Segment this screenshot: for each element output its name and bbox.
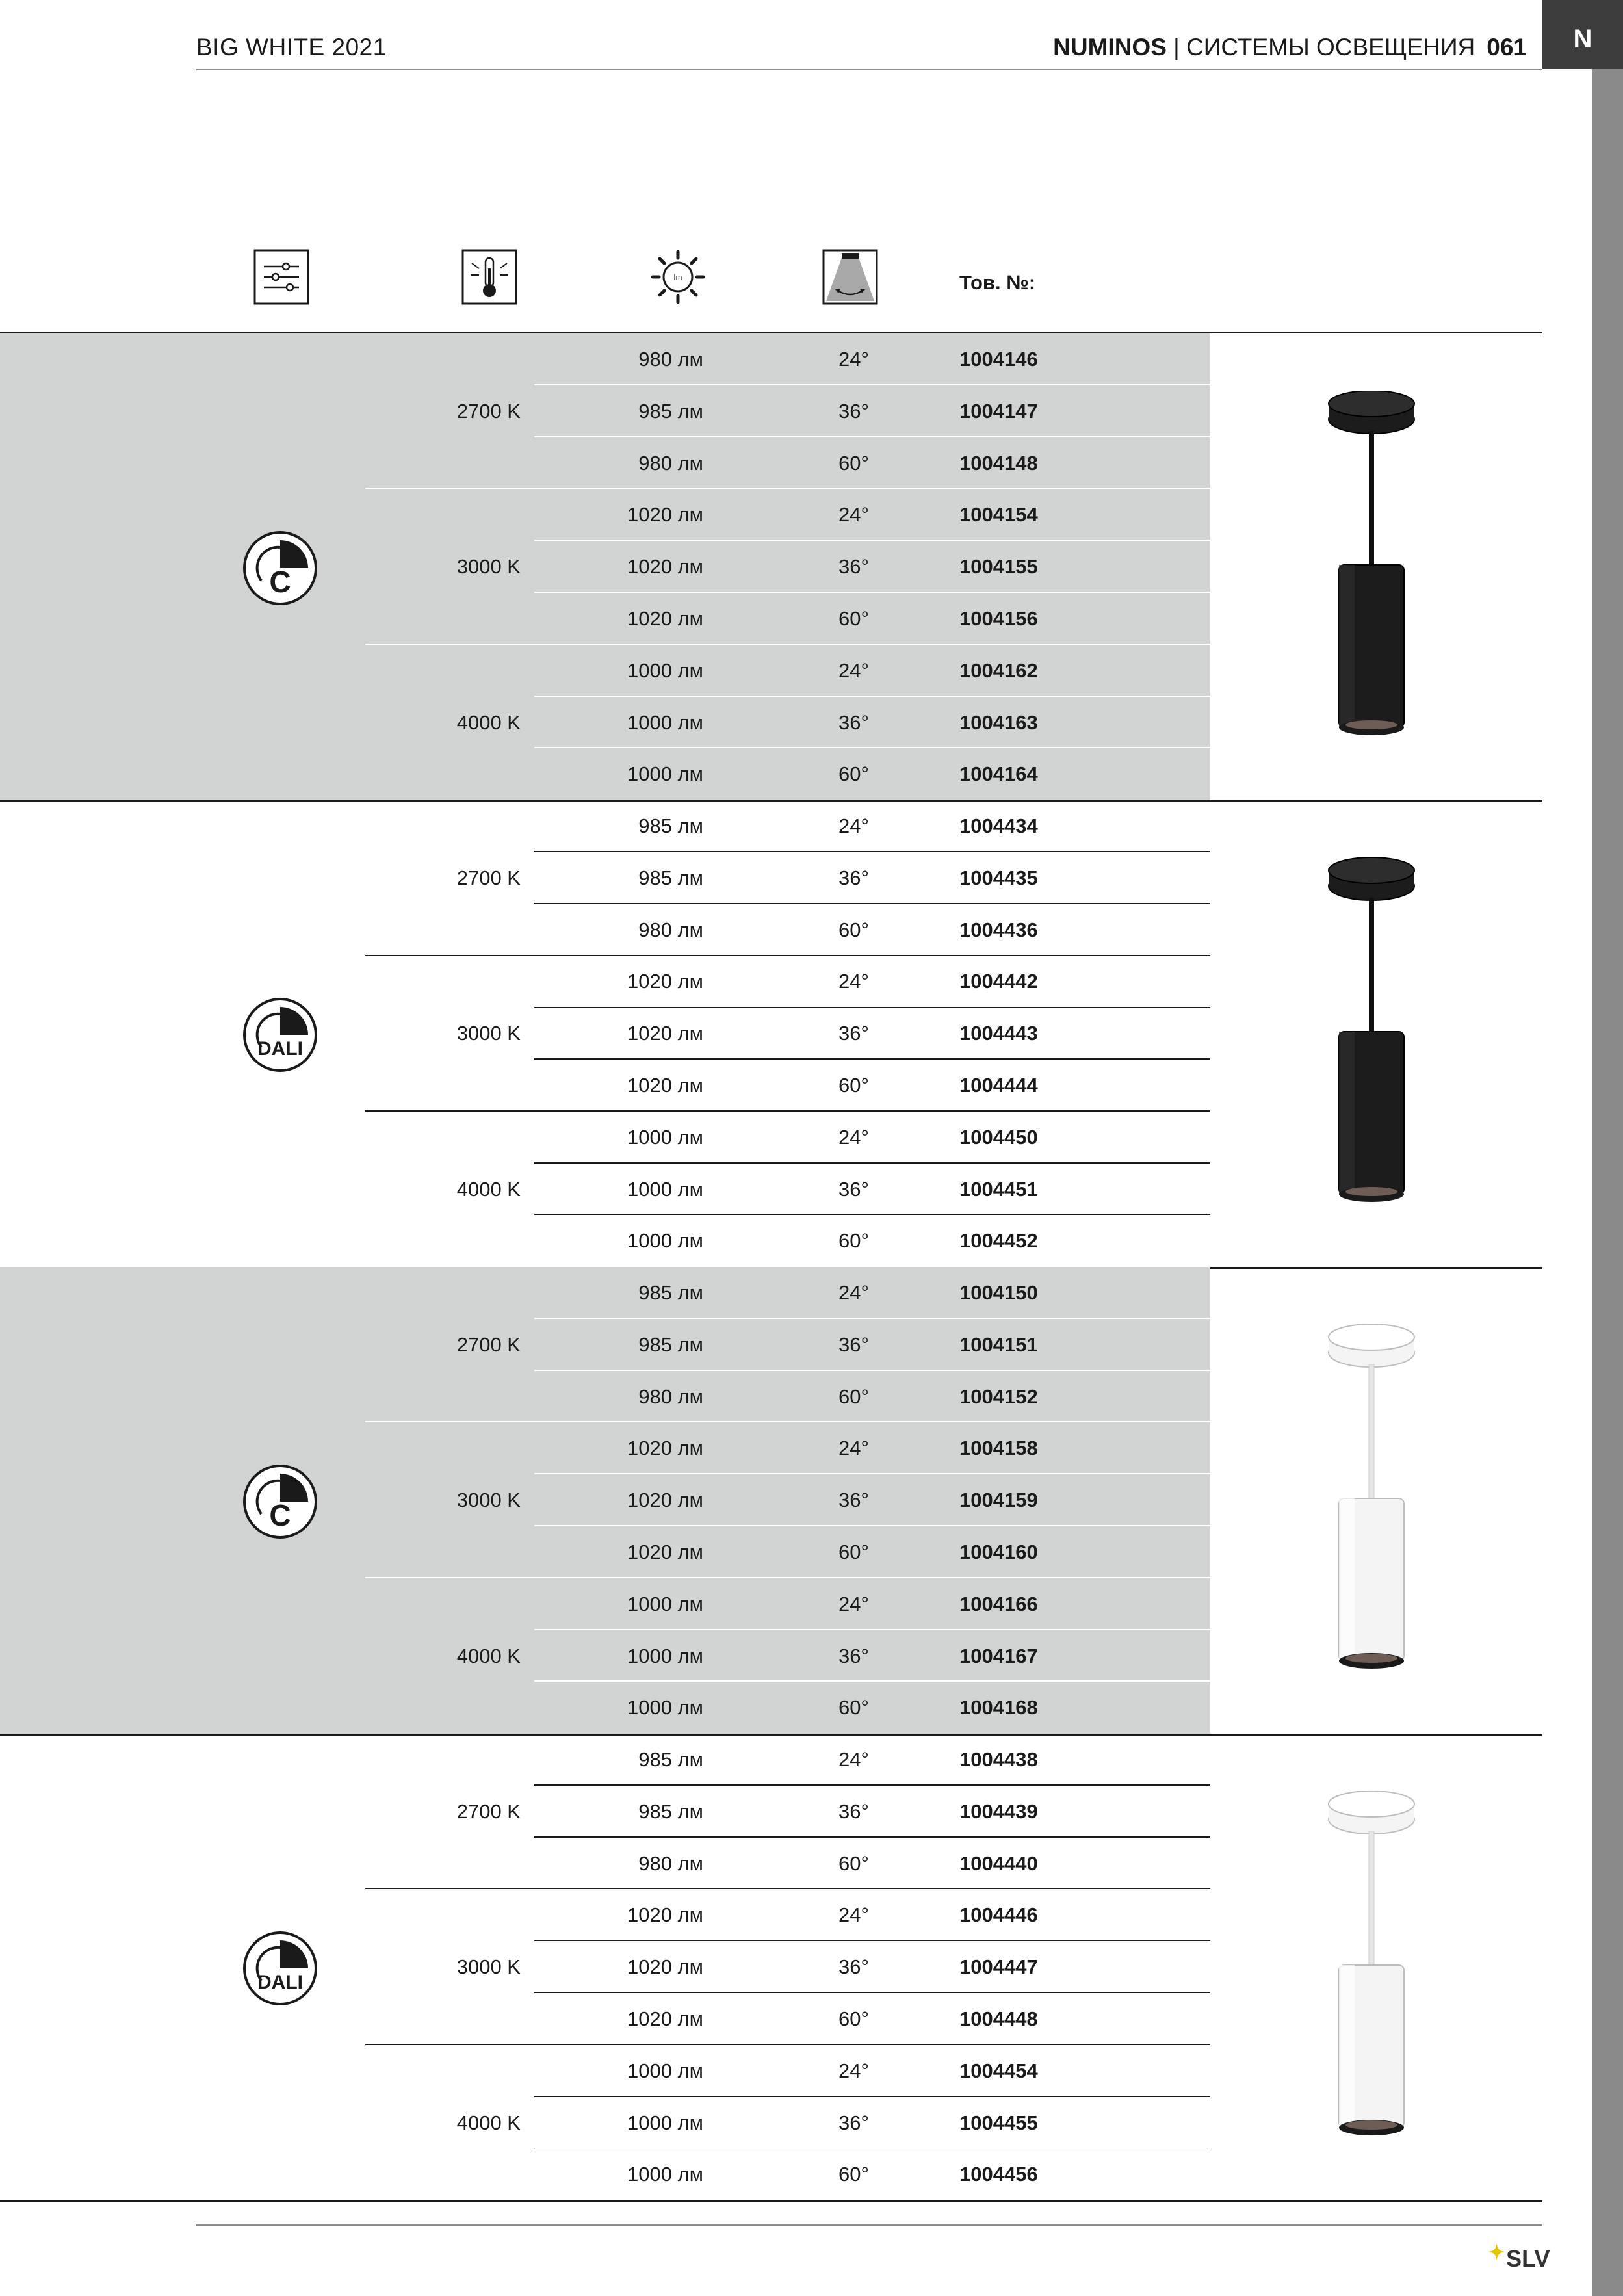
beam-angle: 24° bbox=[838, 503, 869, 527]
table-row bbox=[0, 1630, 1210, 1682]
table-row bbox=[0, 489, 1210, 541]
table-row bbox=[0, 541, 1210, 593]
beam-angle: 36° bbox=[838, 1022, 869, 1045]
luminous-flux: 1000 лм bbox=[627, 711, 703, 734]
article-number[interactable]: 1004155 bbox=[959, 555, 1038, 579]
color-temperature: 2700 K bbox=[456, 866, 521, 889]
article-number[interactable]: 1004452 bbox=[959, 1229, 1038, 1253]
article-number[interactable]: 1004167 bbox=[959, 1644, 1038, 1667]
beam-angle: 24° bbox=[838, 970, 869, 993]
article-number[interactable]: 1004442 bbox=[959, 970, 1038, 993]
table-row bbox=[0, 904, 1210, 956]
luminous-flux: 1020 лм bbox=[627, 1489, 703, 1512]
beam-angle: 36° bbox=[838, 2111, 869, 2134]
luminous-flux: 1020 лм bbox=[627, 607, 703, 630]
luminous-flux: 1020 лм bbox=[627, 1074, 703, 1097]
color-temperature: 4000 K bbox=[456, 1644, 521, 1667]
beam-angle: 36° bbox=[838, 1177, 869, 1201]
article-number[interactable]: 1004438 bbox=[959, 1748, 1038, 1771]
luminous-flux: 1020 лм bbox=[627, 1437, 703, 1460]
color-temperature: 3000 K bbox=[456, 1955, 521, 1979]
header-rule bbox=[196, 69, 1542, 70]
article-number[interactable]: 1004158 bbox=[959, 1437, 1038, 1460]
article-number[interactable]: 1004448 bbox=[959, 2007, 1038, 2030]
table-row bbox=[0, 385, 1210, 437]
beam-angle: 24° bbox=[838, 348, 869, 371]
table-row bbox=[0, 800, 1210, 852]
article-number[interactable]: 1004163 bbox=[959, 711, 1038, 734]
luminous-flux: 1020 лм bbox=[627, 1022, 703, 1045]
article-number[interactable]: 1004168 bbox=[959, 1696, 1038, 1719]
article-number[interactable]: 1004164 bbox=[959, 763, 1038, 786]
luminous-flux: 1000 лм bbox=[627, 2059, 703, 2082]
pendant-lamp-image bbox=[1306, 1791, 1436, 2155]
svg-text:DALI: DALI bbox=[257, 1972, 303, 1993]
beam-angle: 60° bbox=[838, 607, 869, 630]
table-row bbox=[0, 1889, 1210, 1941]
table-row bbox=[0, 1060, 1210, 1112]
product-group bbox=[0, 800, 1542, 1267]
color-temperature: 3000 K bbox=[456, 1489, 521, 1512]
table-row bbox=[0, 2148, 1210, 2200]
brand-name: NUMINOS bbox=[1053, 34, 1167, 60]
luminous-flux: 1000 лм bbox=[627, 659, 703, 682]
article-number[interactable]: 1004439 bbox=[959, 1799, 1038, 1823]
article-number[interactable]: 1004152 bbox=[959, 1385, 1038, 1408]
luminous-flux-icon bbox=[650, 249, 706, 305]
beam-angle: 24° bbox=[838, 1592, 869, 1615]
luminous-flux: 1000 лм bbox=[627, 763, 703, 786]
article-number[interactable]: 1004435 bbox=[959, 866, 1038, 889]
chapter-tab[interactable]: N bbox=[1542, 0, 1623, 69]
luminous-flux: 985 лм bbox=[638, 1799, 703, 1823]
luminous-flux: 980 лм bbox=[638, 451, 703, 475]
luminous-flux: 1020 лм bbox=[627, 2007, 703, 2030]
beam-angle: 24° bbox=[838, 1281, 869, 1304]
pendant-lamp-image bbox=[1306, 391, 1436, 755]
pendant-lamp-image bbox=[1306, 1324, 1436, 1688]
article-number[interactable]: 1004151 bbox=[959, 1333, 1038, 1356]
article-number[interactable]: 1004444 bbox=[959, 1074, 1038, 1097]
luminous-flux: 985 лм bbox=[638, 1281, 703, 1304]
beam-angle: 24° bbox=[838, 1903, 869, 1927]
beam-angle: 60° bbox=[838, 763, 869, 786]
product-group bbox=[0, 1734, 1542, 2200]
article-number[interactable]: 1004451 bbox=[959, 1177, 1038, 1201]
luminous-flux: 1000 лм bbox=[627, 2163, 703, 2186]
beam-angle: 60° bbox=[838, 1851, 869, 1875]
table-row bbox=[0, 1422, 1210, 1474]
color-temperature: 3000 K bbox=[456, 1022, 521, 1045]
luminous-flux: 1020 лм bbox=[627, 1541, 703, 1563]
section-name: СИСТЕМЫ ОСВЕЩЕНИЯ bbox=[1186, 34, 1475, 60]
table-row bbox=[0, 1734, 1210, 1786]
table-row bbox=[0, 2097, 1210, 2149]
color-temperature: 3000 K bbox=[456, 555, 521, 579]
beam-angle: 24° bbox=[838, 659, 869, 682]
svg-text:lm: lm bbox=[673, 272, 682, 282]
color-temperature-icon bbox=[461, 249, 517, 305]
article-number-header: Тов. №: bbox=[959, 271, 1036, 294]
luminous-flux: 980 лм bbox=[638, 1385, 703, 1408]
beam-angle: 36° bbox=[838, 1799, 869, 1823]
group-bottom-rule bbox=[0, 2200, 1542, 2202]
table-row bbox=[0, 1008, 1210, 1060]
title-separator: | bbox=[1166, 34, 1187, 60]
article-number[interactable]: 1004434 bbox=[959, 815, 1038, 837]
beam-angle: 36° bbox=[838, 1955, 869, 1979]
product-group bbox=[0, 1267, 1542, 1734]
beam-angle: 60° bbox=[838, 1385, 869, 1408]
table-row bbox=[0, 1941, 1210, 1993]
beam-angle: 60° bbox=[838, 1541, 869, 1563]
beam-angle: 24° bbox=[838, 1748, 869, 1771]
product-group bbox=[0, 333, 1542, 800]
article-number[interactable]: 1004147 bbox=[959, 399, 1038, 423]
table-row bbox=[0, 1164, 1210, 1216]
color-temperature: 2700 K bbox=[456, 1333, 521, 1356]
beam-angle: 36° bbox=[838, 1489, 869, 1512]
table-row bbox=[0, 1786, 1210, 1838]
beam-angle: 36° bbox=[838, 866, 869, 889]
table-row bbox=[0, 697, 1210, 749]
luminous-flux: 1000 лм bbox=[627, 1229, 703, 1253]
article-number[interactable]: 1004454 bbox=[959, 2059, 1038, 2082]
color-temperature: 4000 K bbox=[456, 1177, 521, 1201]
article-number[interactable]: 1004146 bbox=[959, 348, 1038, 371]
article-number[interactable]: 1004150 bbox=[959, 1281, 1038, 1304]
table-row bbox=[0, 1682, 1210, 1734]
luminous-flux: 985 лм bbox=[638, 815, 703, 837]
table-row bbox=[0, 593, 1210, 645]
beam-angle: 60° bbox=[838, 2007, 869, 2030]
svg-text:C: C bbox=[269, 565, 291, 599]
luminous-flux: 1000 лм bbox=[627, 2111, 703, 2134]
article-number[interactable]: 1004443 bbox=[959, 1022, 1038, 1045]
table-row bbox=[0, 1319, 1210, 1371]
article-number[interactable]: 1004166 bbox=[959, 1592, 1038, 1615]
table-row bbox=[0, 1267, 1210, 1319]
svg-text:C: C bbox=[269, 1498, 291, 1532]
beam-angle: 60° bbox=[838, 1696, 869, 1719]
luminous-flux: 1020 лм bbox=[627, 1903, 703, 1927]
beam-angle: 36° bbox=[838, 555, 869, 579]
table-row bbox=[0, 1993, 1210, 2045]
table-row bbox=[0, 1578, 1210, 1630]
luminous-flux: 980 лм bbox=[638, 1851, 703, 1875]
luminous-flux: 1020 лм bbox=[627, 503, 703, 527]
luminous-flux: 985 лм bbox=[638, 866, 703, 889]
luminous-flux: 1020 лм bbox=[627, 1955, 703, 1979]
table-row bbox=[0, 1838, 1210, 1890]
slv-logo: ✦SLV bbox=[1488, 2242, 1550, 2272]
footer-rule bbox=[196, 2224, 1542, 2226]
article-number[interactable]: 1004436 bbox=[959, 918, 1038, 941]
beam-angle: 24° bbox=[838, 1437, 869, 1460]
beam-angle: 60° bbox=[838, 918, 869, 941]
luminous-flux: 1000 лм bbox=[627, 1696, 703, 1719]
table-row bbox=[0, 333, 1210, 385]
article-number[interactable]: 1004450 bbox=[959, 1125, 1038, 1149]
luminous-flux: 1020 лм bbox=[627, 970, 703, 993]
luminous-flux: 1000 лм bbox=[627, 1177, 703, 1201]
table-row bbox=[0, 2045, 1210, 2097]
table-row bbox=[0, 852, 1210, 904]
control-icon bbox=[253, 249, 309, 305]
beam-angle: 36° bbox=[838, 1333, 869, 1356]
color-temperature: 2700 K bbox=[456, 399, 521, 423]
article-number[interactable]: 1004455 bbox=[959, 2111, 1038, 2134]
article-number[interactable]: 1004447 bbox=[959, 1955, 1038, 1979]
table-row bbox=[0, 748, 1210, 800]
luminous-flux: 1000 лм bbox=[627, 1592, 703, 1615]
table-row bbox=[0, 1112, 1210, 1164]
table-row bbox=[0, 956, 1210, 1008]
beam-angle: 60° bbox=[838, 1229, 869, 1253]
page-number: 061 bbox=[1487, 34, 1527, 60]
beam-angle: 36° bbox=[838, 711, 869, 734]
spark-icon: ✦ bbox=[1488, 2242, 1505, 2263]
article-number[interactable]: 1004154 bbox=[959, 503, 1038, 527]
catalog-title: BIG WHITE 2021 bbox=[196, 34, 387, 60]
luminous-flux: 980 лм bbox=[638, 348, 703, 371]
color-temperature: 4000 K bbox=[456, 711, 521, 734]
table-row bbox=[0, 437, 1210, 489]
beam-angle: 60° bbox=[838, 1074, 869, 1097]
section-title bbox=[1053, 34, 1527, 61]
color-temperature: 4000 K bbox=[456, 2111, 521, 2134]
pendant-lamp-image bbox=[1306, 857, 1436, 1221]
article-number[interactable]: 1004456 bbox=[959, 2163, 1038, 2186]
article-number[interactable]: 1004160 bbox=[959, 1541, 1038, 1563]
color-temperature: 2700 K bbox=[456, 1799, 521, 1823]
table-row bbox=[0, 1215, 1210, 1267]
table-row bbox=[0, 645, 1210, 697]
article-number[interactable]: 1004159 bbox=[959, 1489, 1038, 1512]
luminous-flux: 1020 лм bbox=[627, 555, 703, 579]
beam-angle: 36° bbox=[838, 399, 869, 423]
beam-angle: 60° bbox=[838, 2163, 869, 2186]
article-number[interactable]: 1004148 bbox=[959, 451, 1038, 475]
table-row bbox=[0, 1474, 1210, 1526]
article-number[interactable]: 1004446 bbox=[959, 1903, 1038, 1927]
beam-angle: 60° bbox=[838, 451, 869, 475]
beam-angle: 36° bbox=[838, 1644, 869, 1667]
side-bar bbox=[1592, 69, 1623, 2296]
luminous-flux: 1000 лм bbox=[627, 1125, 703, 1149]
beam-angle: 24° bbox=[838, 2059, 869, 2082]
beam-angle-icon bbox=[822, 249, 878, 305]
luminous-flux: 985 лм bbox=[638, 1333, 703, 1356]
luminous-flux: 1000 лм bbox=[627, 1644, 703, 1667]
beam-angle: 24° bbox=[838, 1125, 869, 1149]
luminous-flux: 985 лм bbox=[638, 399, 703, 423]
article-number[interactable]: 1004162 bbox=[959, 659, 1038, 682]
beam-angle: 24° bbox=[838, 815, 869, 837]
svg-text:DALI: DALI bbox=[257, 1038, 303, 1060]
table-row bbox=[0, 1371, 1210, 1423]
luminous-flux: 985 лм bbox=[638, 1748, 703, 1771]
article-number[interactable]: 1004440 bbox=[959, 1851, 1038, 1875]
article-number[interactable]: 1004156 bbox=[959, 607, 1038, 630]
luminous-flux: 980 лм bbox=[638, 918, 703, 941]
table-row bbox=[0, 1526, 1210, 1578]
